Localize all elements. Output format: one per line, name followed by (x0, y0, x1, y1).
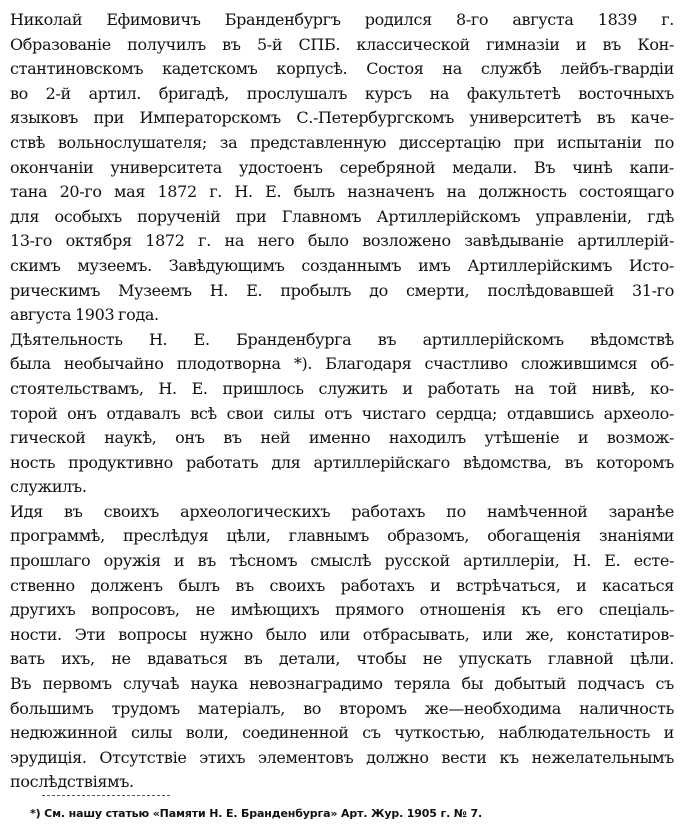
text-line: окончаніи университета удостоенъ серебряной медали. Въ чинѣ капи- (10, 157, 674, 177)
document-page (10, 8, 674, 795)
text-line: 13-го октября 1872 г. на него было возложено завѣдываніе артиллерій- (10, 231, 674, 251)
text-line: стоятельствамъ, Н. Е. пришлось служить и работать на той нивѣ, ко- (10, 378, 674, 398)
footnote: *) См. нашу статью «Памяти Н. Е. Бранденбурга» Арт. Жур. 1905 г. № 7. (30, 807, 483, 820)
text-line: во 2-й артил. бригадѣ, прослушалъ курсъ на факультетѣ восточныхъ (10, 83, 674, 103)
text-line: скимъ музеемъ. Завѣдующимъ созданнымъ имъ Артиллерійскимъ Исто- (10, 255, 674, 275)
text-line: для особыхъ порученій при Главномъ Артиллерійскомъ управленіи, гдѣ (10, 206, 674, 226)
text-line: ствѣ вольнослушателя; за представленную диссертацію при испытаніи по (10, 132, 674, 152)
text-line: Образованіе получилъ въ 5-й СПБ. классической гимназіи и въ Кон- (10, 34, 674, 54)
text-line: августа 1903 года. (10, 305, 159, 325)
text-line: программѣ, преслѣдуя цѣли, главнымъ образомъ, обогащенія знаніями (10, 526, 674, 546)
text-line: Николай Ефимовичъ Бранденбургъ родился 8-го августа 1839 г. (10, 10, 674, 29)
text-line: недюжинной силы воли, соединенной съ чуткостью, наблюдательность и (10, 723, 674, 743)
text-line: языковъ при Императорскомъ С.-Петербургскомъ университетѣ въ каче- (10, 108, 674, 128)
text-line: прошлаго оружія и въ тѣсномъ смыслѣ русской артиллеріи, Н. Е. есте- (10, 551, 674, 571)
text-line: большимъ трудомъ матеріалъ, во второмъ же—необходима наличность (10, 698, 674, 718)
text-line: рическимъ Музеемъ Н. Е. пробылъ до смерти, послѣдовавшей 31-го (10, 280, 674, 300)
paragraph-biography (10, 8, 674, 328)
text-line: Дѣятельность Н. Е. Бранденбурга въ артиллерійскомъ вѣдомствѣ (10, 329, 674, 349)
text-line: послѣдствіямъ. (10, 772, 134, 792)
text-line: гической наукѣ, онъ въ ней именно находилъ утѣшеніе и возмож- (10, 428, 674, 448)
footnote-divider (42, 795, 170, 796)
text-line: ности. Эти вопросы нужно было или отбрасывать, или же, констатиров- (10, 624, 674, 644)
text-line: ность продуктивно работать для артиллерійскаго вѣдомства, въ которомъ (10, 452, 674, 472)
text-line: торой онъ отдавалъ всѣ свои силы отъ чистаго сердца; отдавшись археоло- (10, 403, 674, 423)
paragraph-activity (10, 328, 674, 500)
text-line: была необычайно плодотворна *). Благодаря счастливо сложившимся об- (10, 354, 674, 374)
text-line: служилъ. (10, 477, 87, 497)
text-line: Въ первомъ случаѣ наука невознаградимо теряла бы добытый подчасъ съ (10, 674, 674, 694)
text-line: другихъ вопросовъ, не имѣющихъ прямого отношенія къ его спеціаль- (10, 600, 674, 620)
paragraph-archaeology (10, 500, 674, 795)
text-line: стантиновскомъ кадетскомъ корпусѣ. Состоя на службѣ лейбъ-гвардіи (10, 59, 674, 79)
text-line: тана 20-го мая 1872 г. Н. Е. былъ назначенъ на должность состоящаго (10, 182, 674, 202)
text-line: ственно долженъ былъ въ своихъ работахъ и встрѣчаться, и касаться (10, 575, 674, 595)
text-line: вать ихъ, не вдаваться въ детали, чтобы не упускать главной цѣли. (10, 649, 674, 669)
text-line: эрудиція. Отсутствіе этихъ элементовъ должно вести къ нежелательнымъ (10, 747, 674, 767)
text-line: Идя въ своихъ археологическихъ работахъ по намѣченной заранѣе (10, 501, 674, 521)
